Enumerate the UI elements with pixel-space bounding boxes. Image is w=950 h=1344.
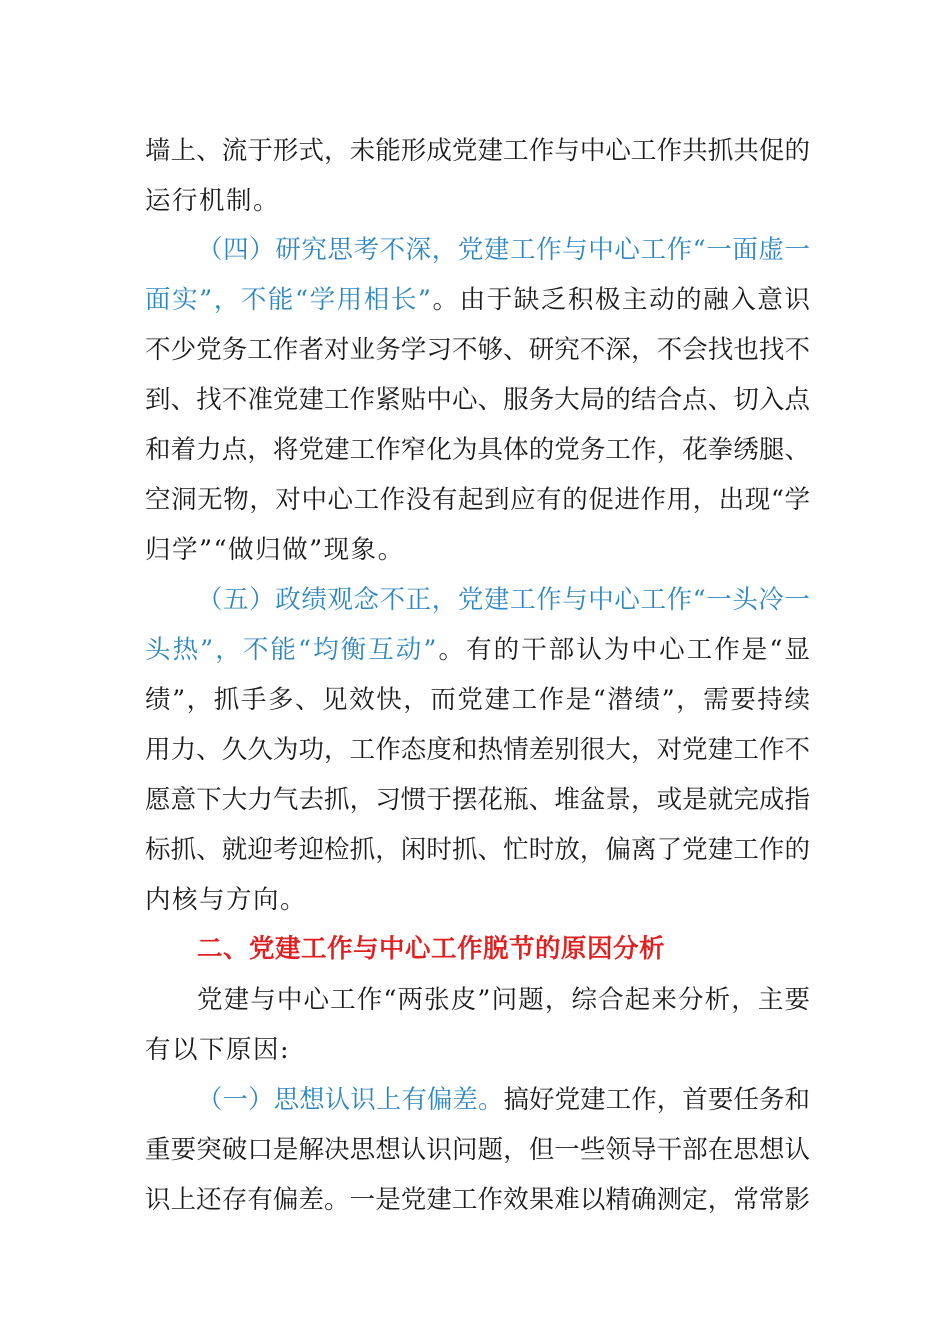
- paragraph-line: 识上还存有偏差。一是党建工作效果难以精确测定，常常影: [145, 1185, 810, 1215]
- paragraph-line: 愿意下大力气去抓，习惯于摆花瓶、堆盆景，或是就完成指: [145, 785, 810, 815]
- paragraph-line: 内核与方向。: [145, 885, 308, 915]
- paragraph-line: 标抓、就迎考迎检抓，闲时抓、忙时放，偏离了党建工作的: [145, 835, 810, 865]
- subheading-text: 面实”，不能“学用相长”: [145, 285, 431, 315]
- subheading-line: [197, 233, 810, 267]
- paragraph-line: 墙上、流于形式，未能形成党建工作与中心工作共抓共促的: [145, 136, 810, 166]
- paragraph-line: （一）思想认识上有偏差。搞好党建工作，首要任务和: [197, 1085, 810, 1115]
- section-heading: [197, 932, 810, 966]
- paragraph-line: 空洞无物，对中心工作没有起到应有的促进作用，出现“学: [145, 485, 810, 515]
- paragraph-line: 重要突破口是解决思想认识问题，但一些领导干部在思想认: [145, 1135, 810, 1165]
- subheading-text: （一）思想认识上有偏差。: [197, 1085, 504, 1115]
- paragraph-line: 和着力点，将党建工作窄化为具体的党务工作，花拳绣腿、: [145, 435, 810, 465]
- paragraph-line: 归学”“做归做”现象。: [145, 535, 405, 565]
- subheading-text: （四）研究思考不深，党建工作与中心工作“一面虚一: [197, 235, 810, 265]
- subheading-text: （五）政绩观念不正，党建工作与中心工作“一头冷一: [197, 585, 810, 615]
- paragraph-line: 头热”，不能“均衡互动”。有的干部认为中心工作是“显: [145, 635, 810, 665]
- paragraph-line: 用力、久久为功，工作态度和热情差别很大，对党建工作不: [145, 735, 810, 765]
- paragraph-line: 面实”，不能“学用相长”。由于缺乏积极主动的融入意识: [145, 285, 810, 315]
- subheading-line: [197, 583, 810, 617]
- subheading-text: 头热”，不能“均衡互动”: [145, 635, 437, 665]
- paragraph-line: 党建与中心工作“两张皮”问题，综合起来分析，主要: [197, 985, 810, 1015]
- paragraph-line: 绩”，抓手多、见效快，而党建工作是“潜绩”，需要持续: [145, 685, 810, 715]
- paragraph-line: 到、找不准党建工作紧贴中心、服务大局的结合点、切入点: [145, 385, 810, 415]
- section-heading-text: 二、党建工作与中心工作脱节的原因分析: [197, 934, 666, 964]
- paragraph-line: 运行机制。: [145, 186, 281, 216]
- paragraph-line: 有以下原因:: [145, 1035, 291, 1065]
- paragraph-line: 不少党务工作者对业务学习不够、研究不深，不会找也找不: [145, 335, 810, 365]
